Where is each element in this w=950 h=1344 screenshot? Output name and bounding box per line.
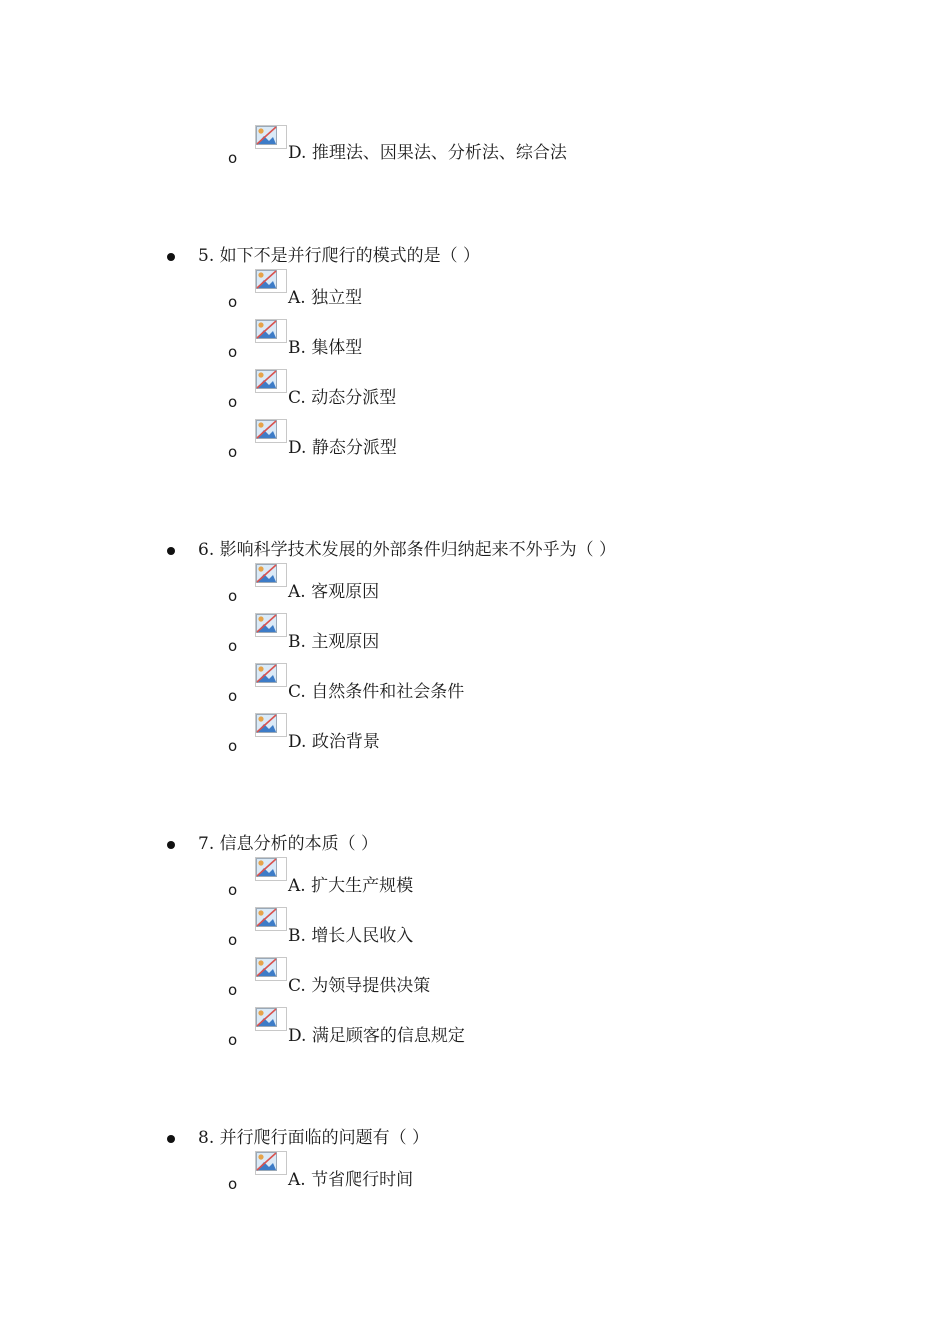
broken-image-icon [255,419,287,443]
list-bullet [167,1135,175,1143]
option-marker: o [228,443,238,461]
option-text: 推理法、因果法、分析法、综合法 [311,143,567,163]
question-number: 6. [198,540,215,560]
option-letter: B. [288,632,306,652]
option-letter: C. [288,682,306,702]
option-text: 静态分派型 [311,438,397,458]
option-marker: o [228,393,238,411]
option-marker: o [228,1175,238,1193]
option-text: 集体型 [311,338,363,358]
broken-image-icon [255,1007,287,1031]
option-letter: D. [288,1026,307,1046]
option-text: 节省爬行时间 [311,1170,414,1190]
option-text: 政治背景 [311,732,380,752]
broken-image-icon [255,713,287,737]
option-letter: D. [288,438,307,458]
option-letter: C. [288,388,306,408]
broken-image-icon [255,1151,287,1175]
option-marker: o [228,687,238,705]
option-text: 自然条件和社会条件 [311,682,465,702]
question-text: 信息分析的本质（ ） [219,834,379,854]
option-letter: A. [288,1170,306,1190]
question-text: 影响科学技术发展的外部条件归纳起来不外乎为（ ） [219,540,617,560]
option-marker: o [228,931,238,949]
option-marker: o [228,149,238,167]
question-text: 如下不是并行爬行的模式的是（ ） [219,246,481,266]
option-marker: o [228,1031,238,1049]
option-letter: A. [288,876,306,896]
option-text: 扩大生产规模 [311,876,414,896]
broken-image-icon [255,957,287,981]
option-text: 客观原因 [311,582,380,602]
broken-image-icon [255,663,287,687]
broken-image-icon [255,319,287,343]
option-text: 主观原因 [311,632,380,652]
broken-image-icon [255,563,287,587]
broken-image-icon [255,125,287,149]
question-number: 5. [198,246,215,266]
list-bullet [167,253,175,261]
broken-image-icon [255,907,287,931]
question-text: 并行爬行面临的问题有（ ） [219,1128,430,1148]
broken-image-icon [255,269,287,293]
option-marker: o [228,587,238,605]
question-number: 7. [198,834,215,854]
broken-image-icon [255,857,287,881]
option-letter: A. [288,288,306,308]
option-letter: A. [288,582,306,602]
option-text: 满足顾客的信息规定 [311,1026,465,1046]
option-text: 增长人民收入 [311,926,414,946]
option-letter: D. [288,143,307,163]
option-text: 为领导提供决策 [311,976,431,996]
option-letter: B. [288,338,306,358]
option-letter: B. [288,926,306,946]
option-marker: o [228,737,238,755]
option-letter: C. [288,976,306,996]
option-marker: o [228,343,238,361]
broken-image-icon [255,369,287,393]
option-text: 动态分派型 [311,388,397,408]
list-bullet [167,841,175,849]
list-bullet [167,547,175,555]
option-marker: o [228,881,238,899]
option-marker: o [228,637,238,655]
option-marker: o [228,293,238,311]
broken-image-icon [255,613,287,637]
option-marker: o [228,981,238,999]
option-text: 独立型 [311,288,363,308]
question-number: 8. [198,1128,215,1148]
option-letter: D. [288,732,307,752]
